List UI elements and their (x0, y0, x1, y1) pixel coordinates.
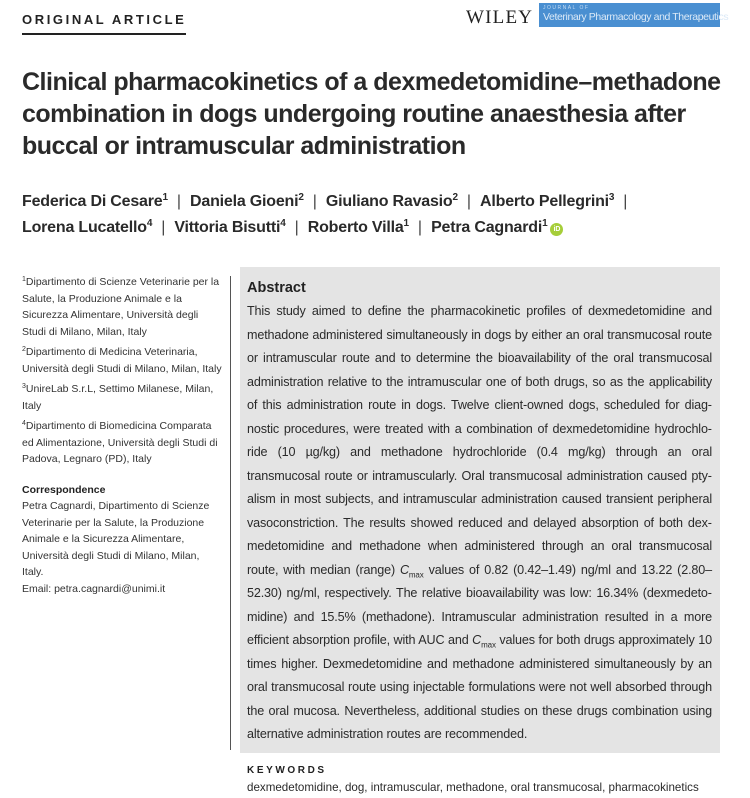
author-affiliation-number: 2 (298, 192, 304, 203)
author[interactable] (326, 193, 458, 210)
cmax-subscript: max (408, 570, 424, 580)
affiliation-number: 4 (22, 420, 26, 427)
author-separator: | (623, 193, 628, 210)
author-affiliation-number: 2 (452, 192, 458, 203)
author-separator: | (466, 193, 472, 210)
affiliation-number: 2 (22, 346, 26, 353)
abstract-text (247, 300, 712, 747)
author-separator: | (294, 219, 299, 236)
journal-badge (539, 3, 729, 27)
affiliation (22, 344, 222, 377)
abstract-text-part: values for both drugs approximately 10 times higher. Dexmedetomidine and methadone administered simultaneously by an oral transmucosal route using injectable formulations were not well absorbed through the oral mucosa. Nevertheless, additional studies on these drugs combination using alternative administration routes are recommended. (247, 633, 712, 741)
cmax-subscript: max (481, 640, 496, 650)
cmax-letter: C (472, 633, 482, 647)
author-separator: | (176, 193, 182, 210)
author[interactable] (480, 193, 614, 210)
correspondence-heading: Correspondence (22, 483, 106, 496)
author-affiliation-number: 3 (608, 192, 615, 203)
author[interactable] (22, 219, 152, 236)
abstract-box (240, 267, 720, 794)
author-name: Alberto Pellegrini (480, 193, 609, 210)
author-affiliation-number: 4 (146, 218, 153, 229)
correspondence (22, 482, 222, 598)
orcid-icon[interactable]: iD (550, 223, 563, 236)
author-separator: | (312, 193, 317, 210)
publisher-logo: WILEY (466, 7, 534, 28)
author[interactable] (431, 219, 547, 236)
author-name: Giuliano Ravasio (325, 193, 453, 210)
author[interactable] (174, 219, 285, 236)
author-affiliation-number: 1 (403, 218, 409, 229)
affiliations-column (22, 274, 222, 597)
correspondence-text: Petra Cagnardi, Dipartimento di Scienze Veterinarie per la Salute, la Produzione Animale e la Sicurezza Alimentare, Università degli Studi di Milano, Milan, Italy. (22, 500, 210, 578)
abstract-text-part: values of 0.82 (0.42–1.49) ng/ml and 13.22 (2.80–52.30) ng/ml, respectively. The relative bioavailability was low: 16.34% (dexmedetomidine) and 15.5% (methadone). Intramuscular administration resulted in a more efficient absorption profile, with AUC and (247, 562, 712, 647)
affiliation-text: UnireLab S.r.L, Settimo Milanese, Milan, Italy (22, 383, 214, 412)
author[interactable] (190, 193, 304, 210)
author-name: Roberto Villa (307, 219, 404, 236)
author-list (22, 189, 732, 241)
affiliation (22, 381, 222, 414)
correspondence-email[interactable]: Email: petra.cagnardi@unimi.it (22, 582, 166, 595)
author-name: Petra Cagnardi (431, 219, 543, 236)
author-affiliation-number: 1 (162, 192, 168, 203)
author-name: Daniela Gioeni (190, 193, 299, 210)
author-name: Lorena Lucatello (22, 219, 147, 236)
affiliation-number: 3 (22, 383, 26, 390)
abstract-text-part: This study aimed to define the pharmacokinetic profiles of dexmedetomidine and methadone administered simultaneously in dogs by either an oral transmucosal route or intramuscular route and to determine the bioavailability of the oral transmucosal administration relative to the intramuscular one of both drugs, so as the applicability of this administration route in dogs. Twelve client-owned dogs, scheduled for diagnostic procedures, were treated with a combination of dexmedetomidine hydrochloride (10 µg/kg) and methadone hydrochloride (0.4 mg/kg) through an oral transmucosal route or intramuscularly. Oral transmucosal administration caused ptyalism in most subjects, and intramuscular administration caused transient peripheral vasoconstriction. The results showed reduced and delayed absorption of both dexmedetomidine and methadone when administered through an oral transmucosal route, with median (range) (247, 304, 712, 577)
affiliation-text: Dipartimento di Medicina Veterinaria, Università degli Studi di Milano, Milan, Italy (22, 346, 222, 375)
section-label: ORIGINAL ARTICLE (22, 12, 186, 35)
keywords-text: dexmedetomidine, dog, intramuscular, methadone, oral transmucosal, pharmacokinetics (247, 780, 699, 794)
article-title: Clinical pharmacokinetics of a dexmedetomidine–methadone combination in dogs undergoing routine anaesthesia after buccal or intramuscular administration (22, 68, 721, 160)
author-separator: | (161, 219, 166, 236)
column-divider (230, 276, 231, 750)
abstract-heading: Abstract (247, 280, 306, 296)
cmax-letter: C (399, 562, 409, 577)
cmax-symbol (472, 633, 481, 647)
author-affiliation-number: 1 (542, 218, 548, 229)
keywords-heading: KEYWORDS (247, 764, 327, 776)
author-name: Federica Di Cesare (22, 193, 163, 210)
affiliation (22, 418, 222, 468)
author-name: Vittoria Bisutti (174, 219, 281, 236)
author[interactable] (22, 193, 168, 210)
author-separator: | (417, 219, 423, 236)
journal-prefix: JOURNAL OF (543, 5, 590, 11)
affiliation-number: 1 (22, 276, 26, 283)
cmax-symbol (400, 563, 409, 577)
affiliation (22, 274, 222, 340)
journal-name: Veterinary Pharmacology and Therapeutics (543, 11, 729, 23)
author-affiliation-number: 4 (280, 218, 286, 229)
affiliation-text: Dipartimento di Scienze Veterinarie per la Salute, la Produzione Animale e la Sicurezza Alimentare, Università degli Studi di Milano, Milan, Italy (22, 276, 220, 338)
author[interactable] (308, 219, 409, 236)
affiliation-text: Dipartimento di Biomedicina Comparata ed Alimentazione, Università degli Studi di Padova, Legnaro (PD), Italy (22, 420, 218, 465)
